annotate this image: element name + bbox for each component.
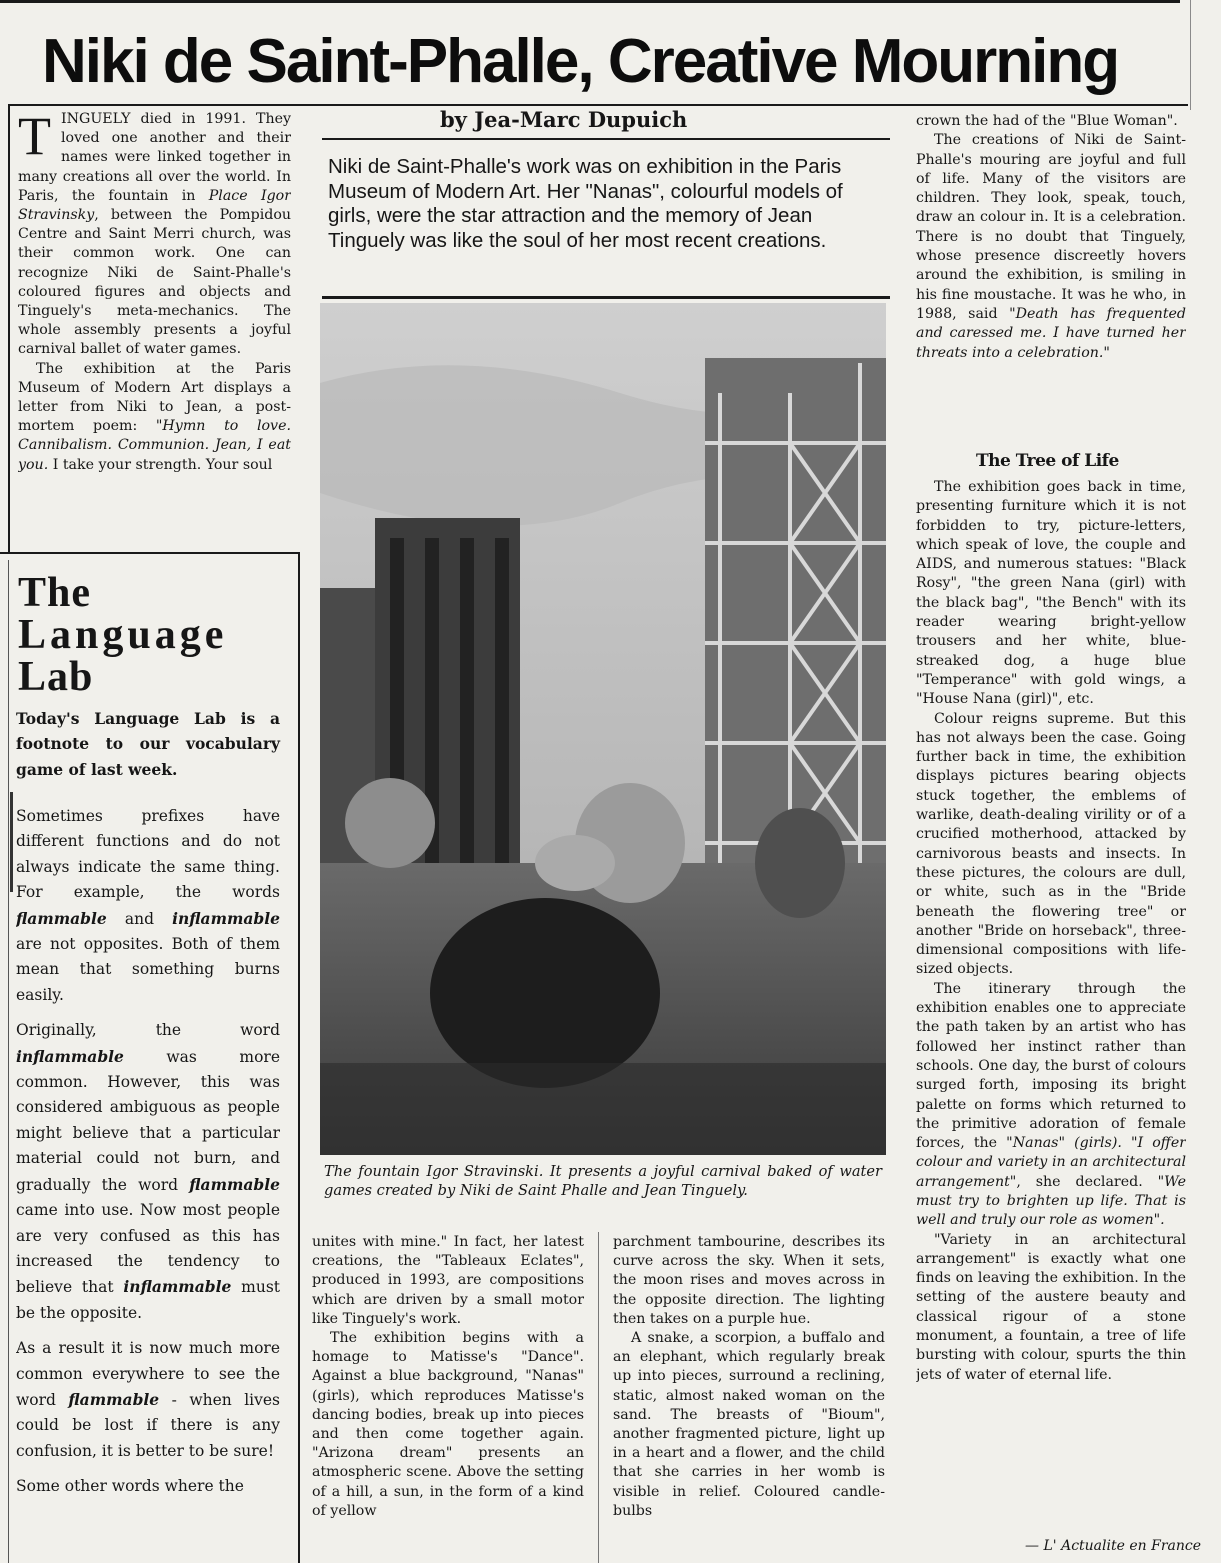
headline: Niki de Saint-Phalle, Creative Mourning [42, 27, 1119, 96]
article-col-4-continued: The exhibition goes back in time, presenting furniture which it is not forbidden to try, picture-letters, which speak of love, the couple and AIDS, and numerous statues: "Black Rosy", "the green Nana (girl) with the black bag", "the Bench" with its reader wearing bright-yellow trousers and her white, blue-streaked dog, a huge blue "Temperance" with gold wings, a "House Nana (girl)", etc. Colour reigns supreme. But this has not always been the case. Going further back in time, the exhibition displays pictures bearing objects stuck together, the emblems of warlike, death-dealing virility or of a crucified motherhood, attacked by carnivorous beasts and insects. In these pictures, the colours are dull, or white, such as in the "Bride beneath the flowering tree" or another "Bride on horseback", three-dimensional compositions with life-sized objects. The itinerary through the exhibition enables one to appreciate the path taken by an artist who has followed her instinct rather than schools. One day, the burst of colours surged forth, imposing its bright palette on forms which returned to the primitive adoration of female forces, the "Nanas" (girls). "I offer colour and variety in an architectural arrangement", she declared. "We must try to brighten up life. That is well and truly our role as women". "Variety in an architectural arrangement" is exactly what one finds on leaving the exhibition. In the setting of the austere beauty and classical rigour of a stone monument, a fountain, a tree of life bursting with colour, spurts the thin jets of water of eternal life. [916, 479, 1186, 1383]
right-edge-rule [1190, 0, 1191, 110]
drop-cap: T [18, 110, 51, 166]
language-lab-intro: Today's Language Lab is a footnote to our vocabulary game of last week. [16, 709, 280, 779]
article-col-1: TINGUELY died in 1991. They loved one another and their names were linked together in many creations all over the world. In Paris, the fountain in Place Igor Stravinsky, between the Pompidou Centre and Saint Merri church, was their common work. One can recognize Niki de Saint-Phalle's coloured figures and objects and Tinguely's meta-mechanics. The whole assembly presents a joyful carnival ballet of water games. The exhibition at the Paris Museum of Modern Art displays a letter from Niki to Jean, a post-mortem poem: "Hymn to love. Cannibalism. Communion. Jean, I eat you. I take your strength. Your soul [18, 110, 291, 473]
fountain-photo-image [320, 303, 886, 1155]
article-col-2: unites with mine." In fact, her latest creations, the "Tableaux Eclates", produced in 1993, are compositions which are driven by a small motor like Tinguely's work. The exhibition begins with a homage to Matisse's "Dance". Against a blue background, "Nanas" (girls), which reproduces Matisse's dancing bodies, break up into pieces and then come together again. "Arizona dream" presents an atmospheric scene. Above the setting of a hill, a sun, in the form of a kind of yellow [312, 1234, 584, 1519]
lab-divider [10, 792, 13, 892]
byline: by Jea-Marc Dupuich [440, 107, 688, 132]
deck-rule [322, 296, 890, 299]
article-col-3: parchment tambourine, describes its curve across the sky. When it sets, the moon rises and moves across in the opposite direction. The lighting then takes on a purple hue. A snake, a scorpion, a buffalo and an elephant, which regularly break up into pieces, surround a reclining, static, almost naked woman on the sand. The breasts of "Bioum", another fragmented picture, light up in a heart and a flower, and the child that she carries in her womb is visible in relief. Coloured candle-bulbs [613, 1234, 885, 1519]
lab-inner-left-rule [8, 560, 9, 1563]
lab-right-rule [298, 552, 300, 1563]
col2-col3-rule [598, 1232, 599, 1563]
headline-rule [10, 104, 1188, 106]
top-rule [0, 0, 1180, 3]
fountain-photo [320, 303, 886, 1155]
byline-rule [322, 138, 890, 140]
article-col-4: crown the had of the "Blue Woman". The creations of Niki de Saint-Phalle's mouring are joyful and full of life. Many of the visitors are children. They look, speak, touch, draw an colour in. It is a celebration. There is no doubt that Tinguely, whose presence discreetly hovers around the exhibition, is smiling in his fine moustache. It was he who, in 1988, said "Death has frequented and caressed me. I have turned her threats into a celebration." [916, 113, 1186, 361]
col1-left-rule [8, 104, 10, 552]
deck: Niki de Saint-Phalle's work was on exhibition in the Paris Museum of Modern Art. Her "Nanas", colourful models of girls, were the star attraction and the memory of Jean Tinguely was like the soul of her most recent creations. [328, 155, 843, 252]
photo-caption: The fountain Igor Stravinski. It presents a joyful carnival baked of water games created by Niki de Saint Phalle and Jean Tinguely. [324, 1163, 882, 1199]
language-lab-title: The Language Lab [18, 570, 228, 700]
lab-top-rule [0, 552, 300, 554]
language-lab-body: Sometimes prefixes have different functions and do not always indicate the same thing. For example, the words flammable and inflammable are not opposites. Both of them mean that something burns easily. Originally, the word inflammable was more common. However, this was considered ambiguous as people might believe that a particular material could not burn, and gradually the word flammable came into use. Now most people are very confused as this has increased the tendency to believe that inflammable must be the opposite. As a result it is now much more common everywhere to see the word flammable - when lives could be lost if there is any confusion, it is better to be sure! Some other words where the [16, 807, 280, 1496]
subhead-tree-of-life: The Tree of Life [976, 451, 1119, 471]
source-signoff: — L' Actualite en France [1025, 1538, 1201, 1554]
